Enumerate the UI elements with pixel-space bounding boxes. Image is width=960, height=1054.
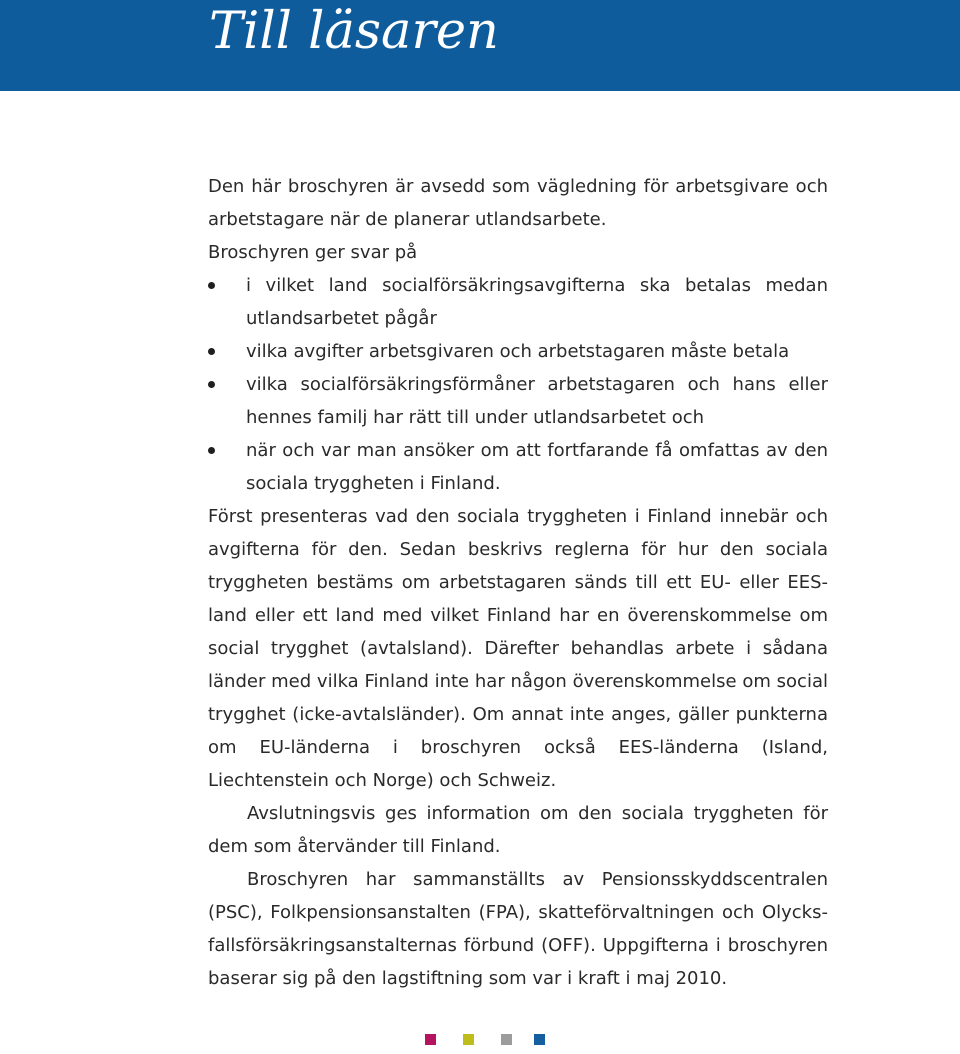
- overview-paragraph: Först presenteras vad den sociala tryggheten i Finland innebär och avgifterna för den. Sedan beskrivs reglerna för hur den sociala tryggheten bestäms om arbetstagaren sänds till ett EU- eller EES-land eller ett land med vilket Finland har en överenskommelse om social trygghet (avtalsland). Därefter behandlas arbete i sådana länder med vilka Finland inte har någon överenskommelse om social trygghet (icke-avtalsländer). Om annat inte anges, gäller punkterna om EU-länderna i broschyren också EES-länderna (Island, Liechtenstein och Norge) och Schweiz.: [208, 506, 828, 791]
- bullet-text: i vilket land socialförsäkringsavgifterna ska betalas medan utlandsarbetet pågår: [246, 275, 828, 329]
- bullet-icon: [208, 381, 215, 388]
- bullet-item: [208, 269, 828, 335]
- bullet-item: [208, 434, 828, 500]
- body-text: [208, 170, 828, 995]
- blue-square-icon: [534, 1034, 545, 1045]
- closing-paragraph: Avslutningsvis ges information om den sociala tryggheten för dem som återvänder till Finland.: [208, 803, 828, 857]
- magenta-square-icon: [425, 1034, 436, 1045]
- header-band: [0, 0, 960, 91]
- olive-square-icon: [463, 1034, 474, 1045]
- bullet-text: när och var man ansöker om att fortfarande få omfattas av den sociala tryggheten i Finland.: [246, 440, 828, 494]
- answers-intro: Broschyren ger svar på: [208, 242, 418, 263]
- bullet-text: vilka socialförsäkringsförmåner arbetstagaren och hans eller hennes familj har rätt till under utlandsarbetet och: [246, 374, 828, 428]
- bullet-item: [208, 335, 828, 368]
- bullet-icon: [208, 282, 215, 289]
- bullet-item: [208, 368, 828, 434]
- bullet-icon: [208, 348, 215, 355]
- bullet-list: [208, 269, 828, 500]
- bullet-icon: [208, 447, 215, 454]
- bullet-text: vilka avgifter arbetsgivaren och arbetstagaren måste betala: [246, 341, 790, 362]
- gray-square-icon: [501, 1034, 512, 1045]
- authors-paragraph: Broschyren har sammanställts av Pensionsskyddscentralen (PSC), Folkpensionsanstalten (FPA), skatteförvaltningen och Olycksfallsförsäkringsanstalternas förbund (OFF). Uppgifterna i broschyren baserar sig på den lagstiftning som var i kraft i maj 2010.: [208, 869, 828, 989]
- page-title: Till läsaren: [209, 2, 499, 61]
- intro-paragraph: Den här broschyren är avsedd som vägledning för arbetsgivare och arbetstagare när de planerar utlandsarbete.: [208, 176, 828, 230]
